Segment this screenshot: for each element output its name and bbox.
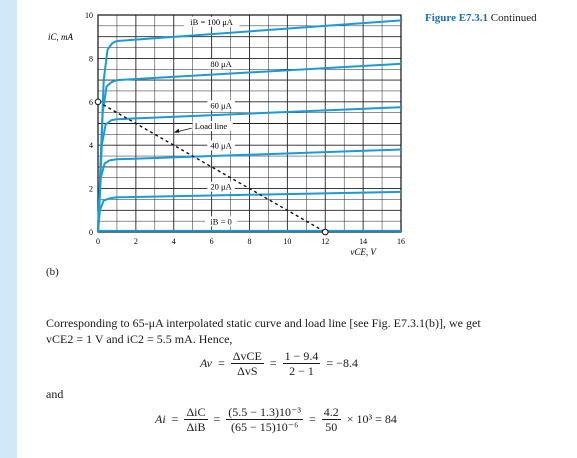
y-tick-label: 6 bbox=[89, 97, 93, 107]
load-line-arrowhead bbox=[174, 129, 180, 133]
x-tick-label: 10 bbox=[283, 237, 292, 246]
eq2-frac2-num: (5.5 − 1.3)10⁻³ bbox=[228, 405, 301, 419]
x-tick-label: 12 bbox=[321, 237, 330, 246]
eq2-fraction-1 bbox=[184, 405, 207, 434]
caption-label: Figure E7.3.1 bbox=[425, 12, 489, 24]
eq2-frac2-den: (65 − 15)10⁻⁶ bbox=[231, 420, 299, 434]
x-tick-label: 16 bbox=[397, 237, 405, 246]
curve-label: 80 μA bbox=[210, 59, 232, 70]
curve-label: 20 μA bbox=[210, 181, 232, 192]
x-tick-label: 14 bbox=[359, 237, 368, 246]
eq1-lhs: Av bbox=[200, 356, 212, 370]
y-tick-label: 8 bbox=[89, 54, 93, 64]
load-line-endpoint bbox=[322, 229, 328, 235]
eq1-frac2-num: 1 − 9.4 bbox=[284, 349, 319, 363]
eq2-frac3-num: 4.2 bbox=[323, 405, 339, 419]
x-tick-label: 8 bbox=[247, 237, 252, 246]
curve-label: iB = 100 μA bbox=[190, 16, 233, 27]
eq2-frac3-den: 50 bbox=[325, 420, 338, 434]
x-axis-label: vCE, V bbox=[350, 247, 376, 257]
eq2-fraction-3 bbox=[322, 405, 341, 434]
paragraph-line-1: Corresponding to 65-μA interpolated static curve and load line [see Fig. E7.3.1(b)], we get bbox=[46, 316, 481, 330]
eq2-fraction-2 bbox=[226, 405, 303, 434]
eq2-frac1-num: ΔiC bbox=[186, 405, 206, 419]
x-tick-label: 2 bbox=[133, 237, 138, 246]
paragraph-line-2: vCE2 = 1 V and iC2 = 5.5 mA. Hence, bbox=[46, 332, 233, 346]
eq1-frac1-num: ΔvCE bbox=[232, 349, 262, 363]
voltage-gain-equation: Av = $\frac{\text{ΔvCE}}{\text{ΔvS}}$ = $\frac{1 - 9.4}{2 - 1}$ = −8.4 bbox=[200, 349, 358, 378]
eq2-frac1-den: ΔiB bbox=[186, 420, 206, 434]
curve-label: iB = 0 bbox=[210, 216, 232, 227]
x-tick-label: 6 bbox=[209, 237, 214, 246]
eq2-result: × 10³ = 84 bbox=[346, 412, 397, 426]
curve-label: 40 μA bbox=[210, 140, 232, 151]
grid-layer bbox=[98, 15, 401, 232]
eq2-lhs: Ai bbox=[155, 412, 166, 426]
load-line-endpoint bbox=[95, 99, 101, 105]
caption-suffix: Continued bbox=[490, 12, 537, 24]
eq1-result: = −8.4 bbox=[326, 356, 358, 370]
x-tick-label: 0 bbox=[96, 237, 100, 246]
current-gain-equation: Ai = $\frac{\text{ΔiC}}{\text{ΔiB}}$ = $\frac{\text{(5.5 − 1.3)10⁻³}}{\text{(65 − 15)10⁻⁶}}$ = $\frac{4.2}{50}$ × 10³ = 84 bbox=[155, 405, 397, 434]
y-tick-label: 4 bbox=[89, 141, 93, 151]
and-label: and bbox=[46, 387, 64, 401]
y-tick-label: 10 bbox=[85, 11, 93, 20]
y-axis-label: iC, mA bbox=[48, 32, 74, 42]
subfigure-label: (b) bbox=[46, 266, 59, 278]
eq1-frac1-den: ΔvS bbox=[237, 364, 258, 378]
eq1-frac2-den: 2 − 1 bbox=[289, 364, 314, 378]
eq1-fraction-1 bbox=[231, 349, 264, 378]
x-tick-label: 4 bbox=[171, 237, 176, 246]
y-tick-label: 2 bbox=[89, 184, 93, 194]
y-tick-label: 0 bbox=[89, 228, 93, 237]
body-paragraph bbox=[46, 315, 566, 347]
eq1-fraction-2 bbox=[283, 349, 321, 378]
load-line-label: Load line bbox=[194, 121, 228, 132]
curve-label: 60 μA bbox=[210, 100, 232, 111]
